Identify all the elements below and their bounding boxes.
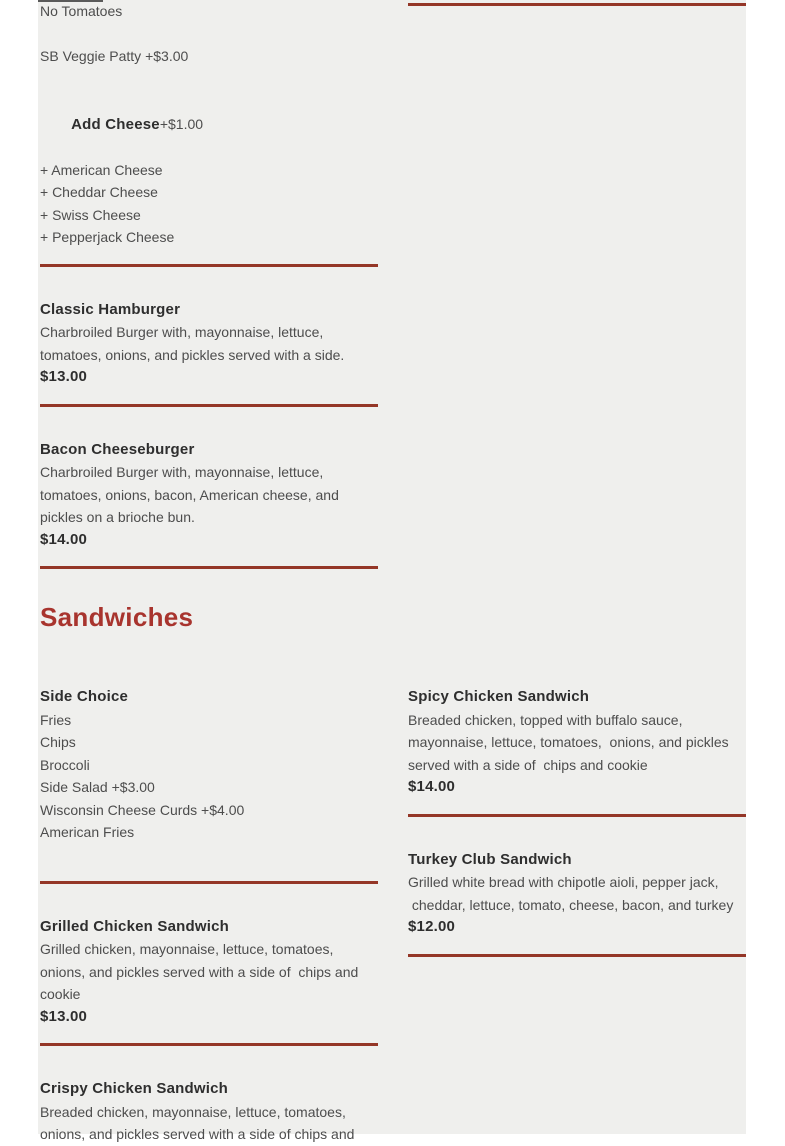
item-price: $13.00 [40,368,88,385]
menu-item-turkey-club-sandwich [408,849,746,939]
item-description-line: Grilled chicken, mayonnaise, lettuce, tomatoes, [40,941,334,957]
item-description-line: cheddar, lettuce, tomato, cheese, bacon, and turkey [408,896,734,913]
modifier-veggie-patty: SB Veggie Patty +$3.00 [40,48,189,64]
side-option: Broccoli [40,756,90,773]
section-divider [408,3,746,6]
side-option: American Fries [40,824,135,840]
section-divider [40,264,378,267]
item-description-line: served with a side of chips and cookie [408,756,648,773]
section-divider [40,881,378,884]
cheese-option: + Pepperjack Cheese [40,229,175,245]
section-divider [40,566,378,569]
item-description-line: Charbroiled Burger with, mayonnaise, lettuce, [40,464,324,480]
side-choice-group [40,686,378,844]
modifier-no-tomatoes: No Tomatoes [40,3,123,19]
item-description-line: tomatoes, onions, bacon, American cheese, and [40,486,339,503]
burgers-column [40,0,378,601]
item-name: Spicy Chicken Sandwich [408,688,590,705]
item-price: $13.00 [40,1007,88,1025]
item-name: Bacon Cheeseburger [40,440,195,458]
burgers-column-right [408,0,746,6]
item-name: Turkey Club Sandwich [408,850,572,868]
item-description-line: Breaded chicken, topped with buffalo sauce, [408,711,683,728]
menu-item-bacon-cheeseburger [40,439,378,552]
item-name: Grilled Chicken Sandwich [40,917,230,935]
section-divider [408,814,746,817]
item-description-line: Charbroiled Burger with, mayonnaise, lettuce, [40,324,324,340]
menu-item-spicy-chicken-sandwich [408,686,746,799]
item-price: $12.00 [408,918,456,935]
add-cheese-label: Add Cheese [71,115,160,133]
item-name: Crispy Chicken Sandwich [40,1080,228,1097]
item-price: $14.00 [40,530,88,548]
section-divider [40,404,378,407]
item-description-line: onions, and pickles served with a side of chips and [40,963,359,980]
menu-item-classic-hamburger [40,299,378,389]
add-cheese-price: +$1.00 [159,115,204,132]
side-option: Wisconsin Cheese Curds +$4.00 [40,801,245,818]
cheese-option: + Swiss Cheese [40,206,141,223]
side-option: Side Salad +$3.00 [40,779,155,795]
menu-panel [38,0,746,1142]
side-choice-label: Side Choice [40,688,129,705]
menu-item-crispy-chicken-sandwich [40,1078,378,1146]
item-description-line: tomatoes, onions, and pickles served with a side. [40,346,345,363]
sandwiches-heading: Sandwiches [40,602,194,632]
side-option: Chips [40,734,76,750]
item-description-line: Grilled white bread with chipotle aioli, pepper jack, [408,874,719,890]
menu-item-grilled-chicken-sandwich [40,916,378,1029]
cheese-option: + Cheddar Cheese [40,184,158,200]
item-description-line: cookie [40,986,81,1002]
item-description-line: onions, and pickles served with a side of chips and [40,1126,355,1142]
item-name: Classic Hamburger [40,300,181,318]
item-price: $14.00 [408,778,456,795]
add-cheese-group [40,90,378,249]
cheese-option: + American Cheese [40,161,163,178]
item-description-line: pickles on a brioche bun. [40,509,195,525]
item-description-line: mayonnaise, lettuce, tomatoes, onions, and pickles [408,734,729,750]
sandwiches-column-left [40,686,378,1146]
side-option: Fries [40,711,72,728]
section-divider [408,954,746,957]
item-description-line: Breaded chicken, mayonnaise, lettuce, tomatoes, [40,1103,346,1120]
section-divider [40,1043,378,1046]
sandwiches-column-right [408,686,746,989]
